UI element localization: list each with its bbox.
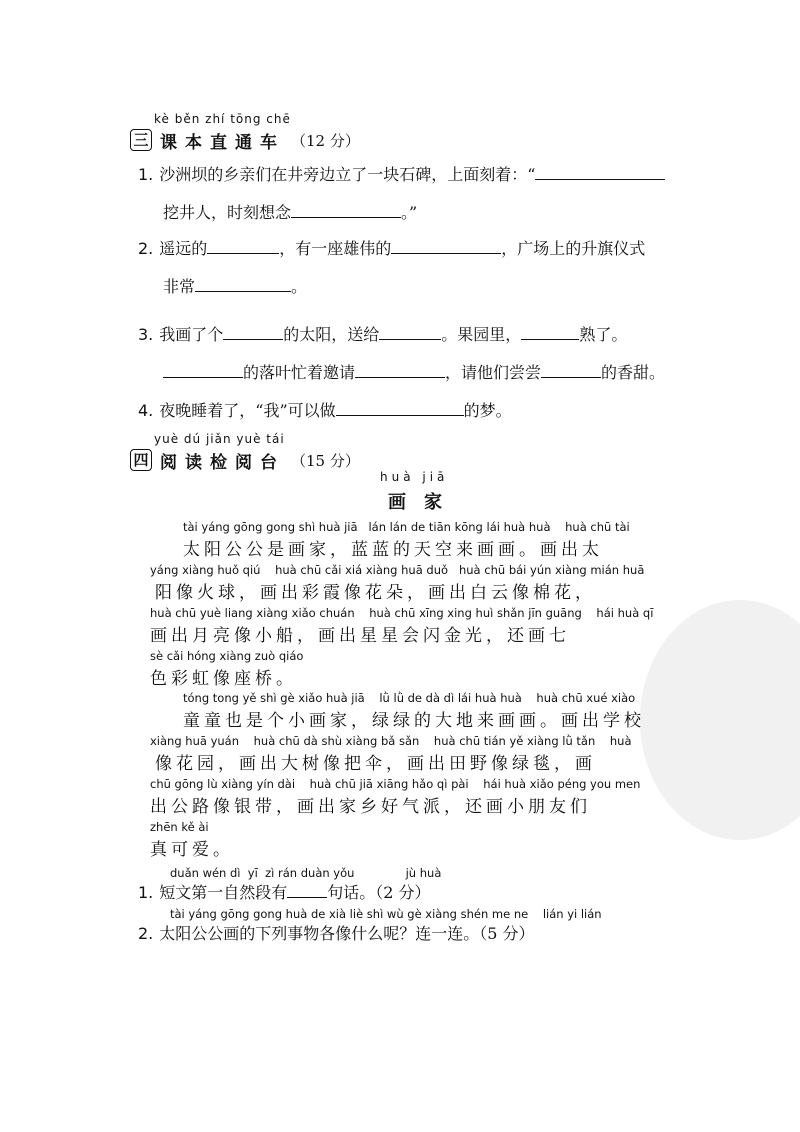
passage-title: 画家	[388, 492, 460, 513]
watermark-seal	[640, 600, 800, 840]
question-3-2-line1: 2. 遥远的 ，有一座雄伟的 ，广场上的升旗仪式	[138, 239, 646, 258]
question-4-1-pinyin: duǎn wén dì yī zì rán duàn yǒu jù huà	[170, 866, 442, 880]
passage-pinyin-7: chū gōng lù xiàng yín dài huà chū jiā xiāng hǎo qì pài hái huà xiǎo péng you men	[150, 777, 641, 791]
answer-blank[interactable]	[521, 323, 579, 340]
answer-blank[interactable]	[379, 323, 441, 340]
passage-line-3: 画出月亮像小船，画出星星会闪金光，还画七	[150, 626, 570, 646]
answer-blank[interactable]	[355, 361, 445, 378]
passage-line-2: 阳像火球，画出彩霞像花朵，画出白云像棉花，	[155, 583, 596, 603]
section-4-score: （15 分）	[291, 451, 360, 470]
answer-blank[interactable]	[195, 275, 291, 292]
passage-pinyin-3: huà chū yuè liang xiàng xiǎo chuán huà chū xīng xing huì shǎn jīn guāng hái huà qī	[150, 606, 654, 620]
passage-pinyin-8: zhēn kě ài	[150, 820, 209, 834]
question-3-3-line1: 3. 我画了个 的太阳，送给 。果园里， 熟了。	[138, 325, 628, 344]
question-4-1: 1. 短文第一自然段有 句话。（2 分）	[138, 883, 431, 902]
question-3-2-line2: 非常 。	[163, 277, 308, 296]
passage-line-8: 真可爱。	[150, 840, 234, 860]
question-4-2-pinyin: tài yáng gōng gong huà de xià liè shì wù gè xiàng shén me ne lián yi lián	[170, 907, 602, 921]
answer-blank[interactable]	[291, 201, 401, 218]
section-4-pinyin: yuè dú jiǎn yuè tái	[154, 432, 285, 446]
passage-line-6: 像花园，画出大树像把伞，画出田野像绿毯，画	[155, 754, 596, 774]
question-3-1-line2: 挖井人，时刻想念 。”	[163, 203, 418, 222]
passage-pinyin-2: yáng xiàng huǒ qiú huà chū cǎi xiá xiàng huā duǒ huà chū bái yún xiàng mián huā	[150, 563, 645, 577]
passage-line-7: 出公路像银带，画出家乡好气派，还画小朋友们	[150, 797, 591, 817]
passage-pinyin-5: tóng tong yě shì gè xiǎo huà jiā lǜ lǜ de dà dì lái huà huà huà chū xué xiào	[183, 691, 636, 705]
section-3-title: 课本直通车	[160, 132, 285, 153]
answer-blank[interactable]	[541, 361, 601, 378]
passage-pinyin-1: tài yáng gōng gong shì huà jiā lán lán de tiān kōng lái huà huà huà chū tài	[183, 520, 630, 534]
question-4-2: 2. 太阳公公画的下列事物各像什么呢？连一连。（5 分）	[138, 924, 535, 943]
answer-blank[interactable]	[535, 163, 665, 180]
section-3-pinyin: kè běn zhí tōng chē	[154, 112, 291, 126]
answer-blank[interactable]	[336, 399, 464, 416]
section-4-header	[130, 432, 360, 472]
passage-pinyin-4: sè cǎi hóng xiàng zuò qiáo	[150, 649, 304, 663]
section-3-number: 三	[130, 129, 152, 151]
question-3-4: 4. 夜晚睡着了，“我”可以做 的梦。	[138, 401, 512, 420]
section-3-score: （12 分）	[291, 131, 360, 150]
passage-line-4: 色彩虹像座桥。	[150, 669, 297, 689]
question-3-1-line1: 1. 沙洲坝的乡亲们在井旁边立了一块石碑，上面刻着：“	[138, 162, 665, 185]
passage-line-1: 太阳公公是画家，蓝蓝的天空来画画。画出太	[183, 540, 603, 560]
passage-title-pinyin: huà jiā	[380, 470, 449, 484]
answer-blank[interactable]	[223, 323, 283, 340]
section-4-number: 四	[130, 449, 152, 471]
question-3-3-line2: 的落叶忙着邀请 ，请他们尝尝 的香甜。	[163, 360, 665, 383]
passage-pinyin-6: xiàng huā yuán huà chū dà shù xiàng bǎ sǎn huà chū tián yě xiàng lǜ tǎn huà	[150, 734, 632, 748]
answer-blank[interactable]	[391, 237, 501, 254]
answer-blank[interactable]	[163, 361, 243, 378]
section-4-title: 阅读检阅台	[160, 452, 285, 473]
passage-line-5: 童童也是个小画家，绿绿的大地来画画。画出学校	[183, 711, 645, 731]
answer-blank[interactable]	[287, 881, 327, 898]
section-3-header	[130, 112, 360, 152]
answer-blank[interactable]	[207, 237, 279, 254]
